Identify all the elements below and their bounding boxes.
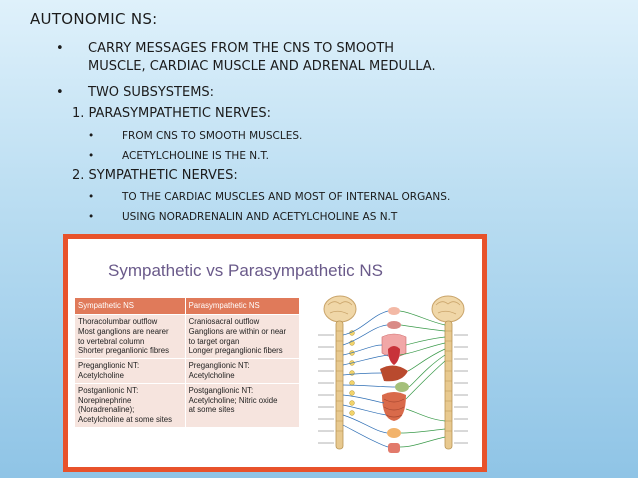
bullet-text xyxy=(88,40,436,76)
bullet-carry-messages xyxy=(56,40,616,80)
nervous-system-illustration xyxy=(302,291,484,467)
tick-marks-left xyxy=(318,335,334,443)
subsystem-item-text: ACETYLCHOLINE IS THE N.T. xyxy=(122,150,269,162)
bullet-marker: • xyxy=(88,130,95,142)
figure-title: Sympathetic vs Parasympathetic NS xyxy=(108,261,383,280)
subsystem-item-text: FROM CNS TO SMOOTH MUSCLES. xyxy=(122,130,303,142)
comparison-table xyxy=(74,297,300,428)
table-row xyxy=(75,315,300,359)
table-cell: Postganlionic NT: Norepinephrine (Noradrenaline); Acetylcholine at some sites xyxy=(75,383,186,427)
table-cell: Thoracolumbar outflow Most ganglions are nearer to vertebral column Shorter preganlionic fibres xyxy=(75,315,186,359)
subsystem-item-text: TO THE CARDIAC MUSCLES AND MOST OF INTERNAL ORGANS. xyxy=(122,191,451,203)
bullet-marker: • xyxy=(56,41,64,56)
bullet-two-subsystems xyxy=(56,84,616,104)
table-cell: Craniosacral outflow Ganglions are within or near to target organ Longer preganglionic fibers xyxy=(185,315,299,359)
table-cell: Preganglionic NT: Acetylcholine xyxy=(75,359,186,384)
table-cell: Postganglionic NT: Acetylcholine; Nitric oxide at some sites xyxy=(185,383,299,427)
spinal-cord-right xyxy=(445,321,452,449)
table-cell: Preganglionic NT: Acetylcholine xyxy=(185,359,299,384)
bullet-marker: • xyxy=(88,191,95,203)
organ-illustrations xyxy=(380,307,409,453)
spinal-cord-left xyxy=(336,321,343,449)
bullet-marker: • xyxy=(88,150,95,162)
brain-illustration-left xyxy=(324,296,356,322)
tick-marks-right xyxy=(454,335,468,443)
comparison-figure xyxy=(63,234,487,472)
sympathetic-chain xyxy=(350,331,355,416)
bullet-text-line-2: MUSCLE, CARDIAC MUSCLE AND ADRENAL MEDULLA. xyxy=(88,59,436,74)
header-sympathetic: Sympathetic NS xyxy=(75,298,186,315)
subsystem-heading-parasympathetic: 1. PARASYMPATHETIC NERVES: xyxy=(72,106,272,121)
subsystem-item-text: USING NORADRENALIN AND ACETYLCHOLINE AS N.T xyxy=(122,211,398,223)
bullet-text: TWO SUBSYSTEMS: xyxy=(88,85,215,100)
brain-illustration-right xyxy=(432,296,464,322)
subsystem-heading-sympathetic: 2. SYMPATHETIC NERVES: xyxy=(72,168,238,183)
table-row xyxy=(75,359,300,384)
bullet-marker: • xyxy=(88,211,95,223)
slide-title: AUTONOMIC NS: xyxy=(30,10,158,28)
header-parasympathetic: Parasympathetic NS xyxy=(185,298,299,315)
bullet-marker: • xyxy=(56,85,64,100)
table-row xyxy=(75,383,300,427)
table-header-row xyxy=(75,298,300,315)
bullet-text-line-1: CARRY MESSAGES FROM THE CNS TO SMOOTH xyxy=(88,41,395,56)
